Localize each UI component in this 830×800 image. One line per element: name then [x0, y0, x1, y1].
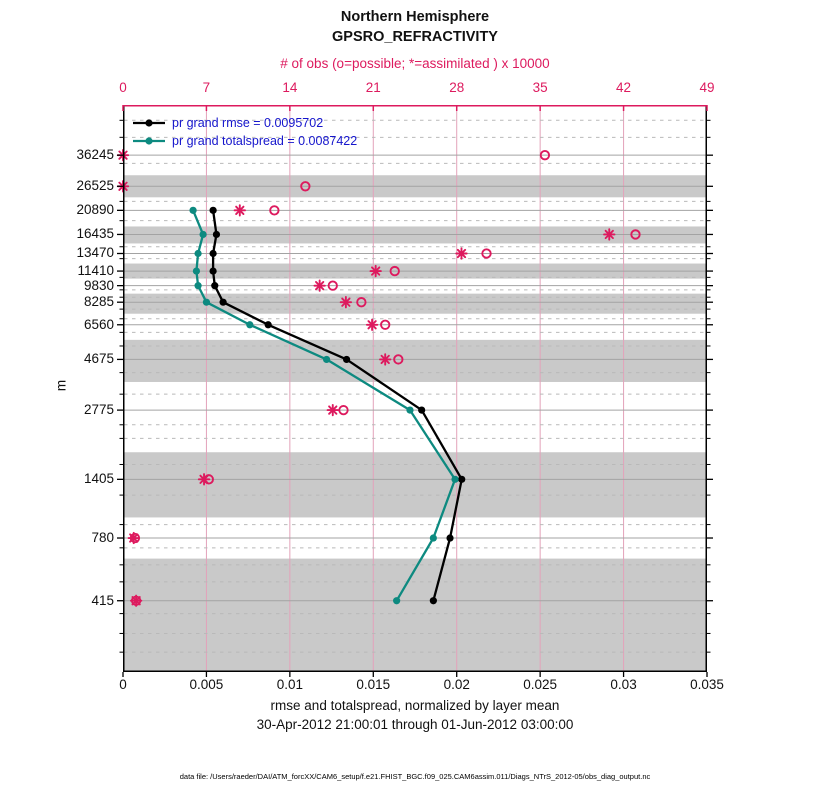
bottom-axis-tick-label: 0.02	[443, 677, 470, 692]
legend-entry-rmse	[131, 114, 357, 132]
rmse-point	[213, 231, 220, 238]
assimilated-obs-marker	[199, 474, 209, 484]
assimilated-obs-marker	[456, 248, 466, 258]
chart-subtitle: GPSRO_REFRACTIVITY	[332, 29, 498, 45]
left-axis-tick-label: 11410	[77, 263, 114, 279]
assimilated-obs-marker	[370, 266, 380, 276]
data-file-path: data file: /Users/raeder/DAI/ATM_forcXX/CAM6_setup/f.e21.FHIST_BGC.f09_025.CAM6assim.011/Diags_NTrS_2012-05/obs_diag_output.nc	[179, 772, 651, 781]
bottom-axis-tick-label: 0.03	[610, 677, 637, 692]
left-axis-tick-label: 415	[91, 592, 114, 608]
left-axis-tick-label: 13470	[76, 245, 114, 261]
spread-point	[323, 356, 330, 363]
spread-point	[194, 282, 201, 289]
rmse-point	[430, 597, 437, 604]
spread-point	[430, 534, 437, 541]
left-axis-title: m	[53, 379, 69, 392]
top-axis-tick-label: 49	[699, 80, 715, 95]
assimilated-obs-marker	[314, 280, 324, 290]
top-axis-tick-label: 7	[202, 80, 211, 95]
assimilated-obs-marker	[328, 405, 338, 415]
spread-point	[393, 597, 400, 604]
left-axis-tick-label: 26525	[76, 178, 114, 194]
legend-spread-label: pr grand totalspread = 0.0087422	[172, 134, 358, 148]
date-range-label: 30-Apr-2012 21:00:01 through 01-Jun-2012 03:00:00	[256, 717, 574, 732]
spread-point	[189, 207, 196, 214]
assimilated-obs-marker	[235, 205, 245, 215]
legend	[131, 114, 357, 150]
bottom-axis-tick-label: 0.01	[276, 677, 303, 692]
rmse-point	[210, 207, 217, 214]
top-axis-tick-label: 35	[532, 80, 548, 95]
rmse-point	[210, 267, 217, 274]
top-axis-tick-label: 14	[282, 80, 298, 95]
gray-band	[123, 226, 707, 243]
spread-point	[193, 267, 200, 274]
top-axis-tick-label: 0	[119, 80, 127, 95]
assimilated-obs-marker	[380, 354, 390, 364]
legend-spread-line-sample	[131, 135, 167, 147]
spread-point	[406, 407, 413, 414]
assimilated-obs-marker	[367, 320, 377, 330]
bottom-axis-tick-label: 0.005	[189, 677, 224, 692]
plot-area	[123, 105, 707, 672]
rmse-point	[265, 321, 272, 328]
assimilated-obs-marker	[341, 297, 351, 307]
bottom-axis-tick-label: 0.025	[523, 677, 558, 692]
gray-band	[123, 452, 707, 517]
spread-point	[194, 250, 201, 257]
left-axis-tick-label: 9830	[83, 277, 114, 293]
rmse-point	[211, 282, 218, 289]
left-axis-tick-label: 6560	[83, 316, 114, 332]
legend-entry-totalspread	[131, 132, 357, 150]
spread-point	[199, 231, 206, 238]
top-axis-tick-label: 42	[616, 80, 632, 95]
rmse-point	[418, 407, 425, 414]
legend-rmse-label: pr grand rmse = 0.0095702	[172, 116, 324, 130]
spread-point	[203, 299, 210, 306]
rmse-point	[343, 356, 350, 363]
rmse-point	[446, 534, 453, 541]
legend-rmse-line-sample	[131, 117, 167, 129]
bottom-axis-tick-label: 0.015	[356, 677, 391, 692]
gray-band	[123, 559, 707, 672]
rmse-point	[210, 250, 217, 257]
left-axis-tick-label: 20890	[76, 202, 114, 218]
left-axis-tick-label: 4675	[83, 351, 114, 367]
assimilated-obs-marker	[604, 229, 614, 239]
rmse-point	[220, 299, 227, 306]
spread-point	[246, 321, 253, 328]
left-axis-tick-label: 8285	[83, 294, 114, 310]
left-axis-tick-label: 780	[91, 530, 114, 546]
rmse-point	[458, 476, 465, 483]
top-axis-label: # of obs (o=possible; *=assimilated ) x 10000	[280, 56, 550, 71]
assimilated-obs-marker	[131, 596, 141, 606]
bottom-axis-label: rmse and totalspread, normalized by layer mean	[270, 698, 560, 713]
bottom-axis-tick-label: 0.035	[690, 677, 724, 692]
spread-point	[451, 476, 458, 483]
left-axis-tick-label: 2775	[83, 402, 114, 418]
left-axis-tick-label: 1405	[83, 471, 114, 487]
top-axis-tick-label: 28	[449, 80, 465, 95]
chart-title: Northern Hemisphere	[340, 9, 490, 25]
bottom-axis-tick-label: 0	[119, 677, 127, 692]
left-axis-tick-label: 36245	[76, 147, 114, 163]
left-axis-tick-label: 16435	[76, 226, 114, 242]
top-axis-tick-label: 21	[365, 80, 381, 95]
assimilated-obs-marker	[129, 533, 139, 543]
